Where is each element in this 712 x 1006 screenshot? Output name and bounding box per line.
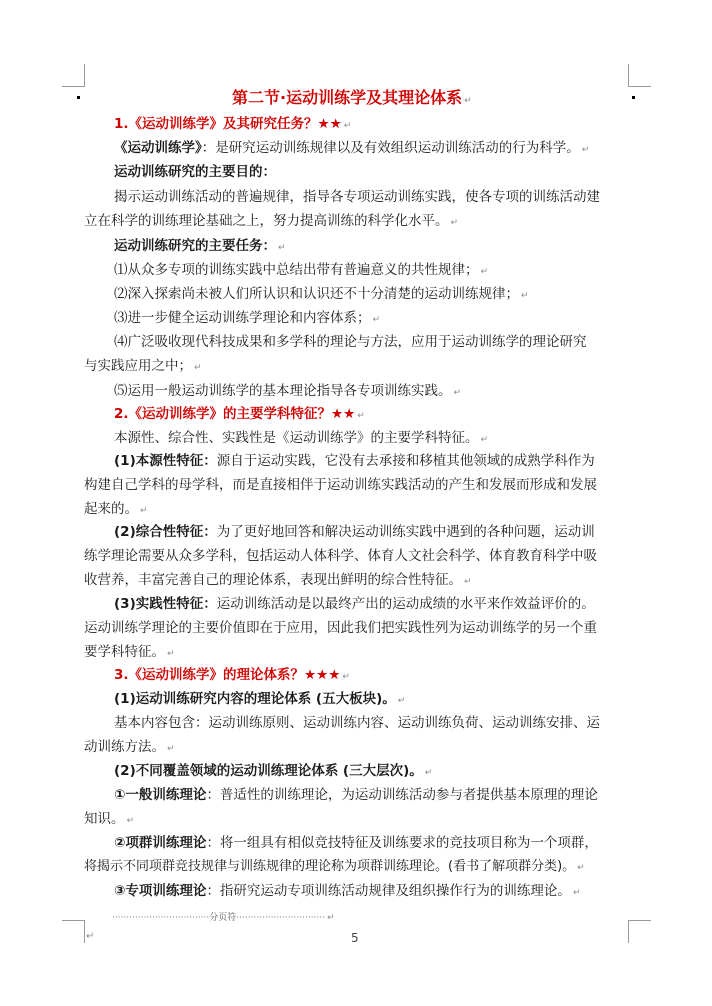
subsection-1-heading[interactable] bbox=[114, 689, 674, 711]
task-text: 与实践应用之中； bbox=[84, 358, 192, 374]
level-text: ：普适性的训练理论，为运动训练活动参与者提供基本原理的理论 bbox=[206, 787, 598, 803]
margin-dot-left bbox=[77, 96, 80, 99]
feature-1-line-1[interactable] bbox=[114, 451, 674, 471]
paragraph-mark-icon: ↵ bbox=[357, 411, 365, 421]
body-text: 基本内容包含：运动训练原则、运动训练内容、运动训练负荷、运动训练安排、运 bbox=[114, 715, 600, 731]
feature-text: 要学科特征。 bbox=[84, 644, 165, 660]
crop-mark-top-left bbox=[62, 64, 85, 87]
paragraph-mark-icon: ↵ bbox=[397, 696, 406, 706]
paragraph-mark-icon: ↵ bbox=[521, 291, 529, 301]
feature-term: (2)综合性特征： bbox=[114, 524, 217, 540]
task-item-5[interactable] bbox=[114, 381, 674, 403]
paragraph-mark-icon: ↵ bbox=[450, 218, 459, 228]
level-text: ：将一组具有相似竞技特征及训练要求的竞技项目称为一个项群， bbox=[206, 835, 598, 851]
task-item-4-line-1[interactable] bbox=[114, 332, 674, 352]
task-item-1[interactable] bbox=[114, 260, 674, 282]
subsection-heading-text: (1)运动训练研究内容的理论体系 (五大板块)。 bbox=[114, 691, 396, 707]
level-3-line-1[interactable] bbox=[114, 881, 674, 903]
level-2-line-1[interactable] bbox=[114, 833, 674, 853]
feature-1-line-3[interactable] bbox=[84, 499, 644, 521]
paragraph-mark-icon: ↵ bbox=[480, 267, 489, 277]
paragraph-mark-icon: ↵ bbox=[167, 744, 175, 754]
level-term: ②项群训练理论 bbox=[114, 835, 207, 851]
feature-text: 练学理论需要从众多学科，包括运动人体科学、体育人文社会科学、体育教育科学中吸 bbox=[84, 548, 597, 564]
paragraph-mark-icon: ↵ bbox=[572, 888, 581, 898]
feature-term: (1)本源性特征： bbox=[114, 453, 217, 469]
subsection-1-line-1[interactable] bbox=[114, 713, 674, 733]
paragraph-mark-icon: ↵ bbox=[577, 863, 585, 873]
features-intro[interactable] bbox=[114, 428, 674, 450]
purpose-heading-text: 运动训练研究的主要目的： bbox=[114, 164, 276, 180]
star-rating-icon: ★★★ bbox=[304, 667, 341, 683]
star-rating-icon: ★★ bbox=[331, 406, 356, 422]
heading-text: 1.《运动训练学》及其研究任务？ bbox=[114, 116, 318, 132]
feature-text: 构建自己学科的母学科，而是直接相伴于运动训练实践活动的产生和发展而形成和发展 bbox=[84, 477, 597, 493]
paragraph-mark-icon: ↵ bbox=[480, 435, 489, 445]
paragraph-mark-icon: ↵ bbox=[372, 315, 381, 325]
paragraph-mark-icon: ↵ bbox=[167, 649, 175, 659]
purpose-line-2[interactable] bbox=[84, 211, 644, 233]
paragraph-mark-icon: ↵ bbox=[424, 768, 433, 778]
paragraph-mark-icon: ↵ bbox=[464, 96, 472, 106]
section-3-heading[interactable] bbox=[114, 665, 674, 687]
feature-text: 运动训练活动是以最终产出的运动成绩的水平来作效益评价的。 bbox=[216, 596, 595, 612]
subsection-2-heading[interactable] bbox=[114, 761, 674, 783]
purpose-text: 立在科学的训练理论基础之上，努力提高训练的科学化水平。 bbox=[84, 213, 449, 229]
task-text: ⑴从众多专项的训练实践中总结出带有普遍意义的共性规律； bbox=[114, 262, 479, 278]
definition-term: 《运动训练学》 bbox=[114, 140, 202, 156]
intro-text: 本源性、综合性、实践性是《运动训练学》的主要学科特征。 bbox=[114, 430, 479, 446]
feature-3-line-3[interactable] bbox=[84, 642, 644, 664]
paragraph-mark-icon: ↵ bbox=[194, 363, 202, 373]
title-text: 第二节·运动训练学及其理论体系 bbox=[232, 88, 463, 107]
definition-paragraph[interactable] bbox=[114, 138, 674, 160]
task-text: ⑵深入探索尚未被人们所认识和认识还不十分清楚的运动训练规律； bbox=[114, 286, 519, 302]
paragraph-mark-icon: ↵ bbox=[86, 931, 95, 942]
task-text: ⑷广泛吸收现代科技成果和多学科的理论与方法，应用于运动训练学的理论研究 bbox=[114, 334, 587, 350]
task-text: ⑸运用一般运动训练学的基本理论指导各专项训练实践。 bbox=[114, 383, 452, 399]
feature-3-line-1[interactable] bbox=[114, 594, 674, 614]
feature-text: 起来的。 bbox=[84, 501, 138, 517]
feature-text: 为了更好地回答和解决运动训练实践中遇到的各种问题，运动训 bbox=[216, 524, 595, 540]
level-term: ③专项训练理论 bbox=[114, 883, 207, 899]
task-item-2[interactable] bbox=[114, 284, 674, 306]
separator-dots-left: ·································· bbox=[112, 913, 210, 923]
paragraph-mark-icon: ↵ bbox=[453, 388, 462, 398]
section-1-heading[interactable] bbox=[114, 114, 674, 136]
level-2-line-2[interactable] bbox=[84, 857, 644, 878]
paragraph-mark-icon: ↵ bbox=[126, 816, 135, 826]
definition-text: ：是研究运动训练规律以及有效组织运动训练活动的行为科学。 bbox=[201, 140, 580, 156]
body-text: 动训练方法。 bbox=[84, 739, 165, 755]
feature-text: 收营养，丰富完善自己的理论体系，表现出鲜明的综合性特征。 bbox=[84, 572, 462, 588]
task-item-3[interactable] bbox=[114, 308, 674, 330]
paragraph-mark-icon: ↵ bbox=[464, 577, 472, 587]
level-text: 知识。 bbox=[84, 811, 125, 827]
page-title[interactable] bbox=[232, 88, 712, 111]
level-term: ①一般训练理论 bbox=[114, 787, 207, 803]
paragraph-mark-icon: ↵ bbox=[342, 672, 350, 682]
feature-text: 源自于运动实践，它没有去承接和移植其他领域的成熟学科作为 bbox=[216, 453, 595, 469]
task-text: ⑶进一步健全运动训练学理论和内容体系； bbox=[114, 310, 371, 326]
subsection-1-line-2[interactable] bbox=[84, 737, 644, 759]
paragraph-mark-icon: ↵ bbox=[278, 243, 286, 253]
tasks-heading[interactable] bbox=[114, 236, 674, 258]
star-rating-icon: ★★ bbox=[317, 116, 342, 132]
tasks-heading-text: 运动训练研究的主要任务： bbox=[114, 238, 276, 254]
feature-term: (3)实践性特征： bbox=[114, 596, 217, 612]
level-1-line-2[interactable] bbox=[84, 809, 644, 831]
separator-dots-right: ······························· bbox=[236, 913, 325, 923]
feature-text: 运动训练学理论的主要价值即在于应用，因此我们把实践性列为运动训练学的另一个重 bbox=[84, 620, 597, 636]
feature-1-line-2[interactable] bbox=[84, 475, 644, 495]
subsection-heading-text: (2)不同覆盖领域的运动训练理论体系 (三大层次)。 bbox=[114, 763, 423, 779]
crop-mark-bottom-left bbox=[62, 920, 85, 943]
task-item-4-line-2[interactable] bbox=[84, 356, 644, 378]
page-break-label: 分页符 bbox=[209, 913, 237, 923]
level-1-line-1[interactable] bbox=[114, 785, 674, 805]
paragraph-mark-icon: ↵ bbox=[326, 913, 335, 923]
purpose-line-1[interactable] bbox=[114, 187, 674, 207]
paragraph-mark-icon: ↵ bbox=[581, 145, 590, 155]
purpose-text: 揭示运动训练活动的普遍规律，指导各专项运动训练实践，使各专项的训练活动建 bbox=[114, 189, 600, 205]
purpose-heading[interactable] bbox=[114, 162, 674, 182]
page-break-separator[interactable] bbox=[112, 910, 335, 923]
feature-3-line-2[interactable] bbox=[84, 618, 644, 638]
feature-2-line-3[interactable] bbox=[84, 570, 644, 592]
paragraph-mark-icon: ↵ bbox=[343, 121, 352, 131]
feature-2-line-1[interactable] bbox=[114, 522, 674, 542]
page-number: 5 bbox=[351, 931, 359, 945]
level-text: 将揭示不同项群竞技规律与训练规律的理论称为项群训练理论。(看书了解项群分类)。 bbox=[84, 859, 576, 874]
heading-text: 2.《运动训练学》的主要学科特征？ bbox=[114, 406, 332, 422]
feature-2-line-2[interactable] bbox=[84, 546, 644, 566]
level-text: ：指研究运动专项训练活动规律及组织操作行为的训练理论。 bbox=[206, 883, 571, 899]
section-2-heading[interactable] bbox=[114, 404, 674, 426]
paragraph-mark-icon: ↵ bbox=[140, 506, 148, 516]
crop-mark-top-right bbox=[628, 64, 651, 87]
crop-mark-bottom-right bbox=[628, 920, 651, 943]
heading-text: 3.《运动训练学》的理论体系？ bbox=[114, 667, 305, 683]
